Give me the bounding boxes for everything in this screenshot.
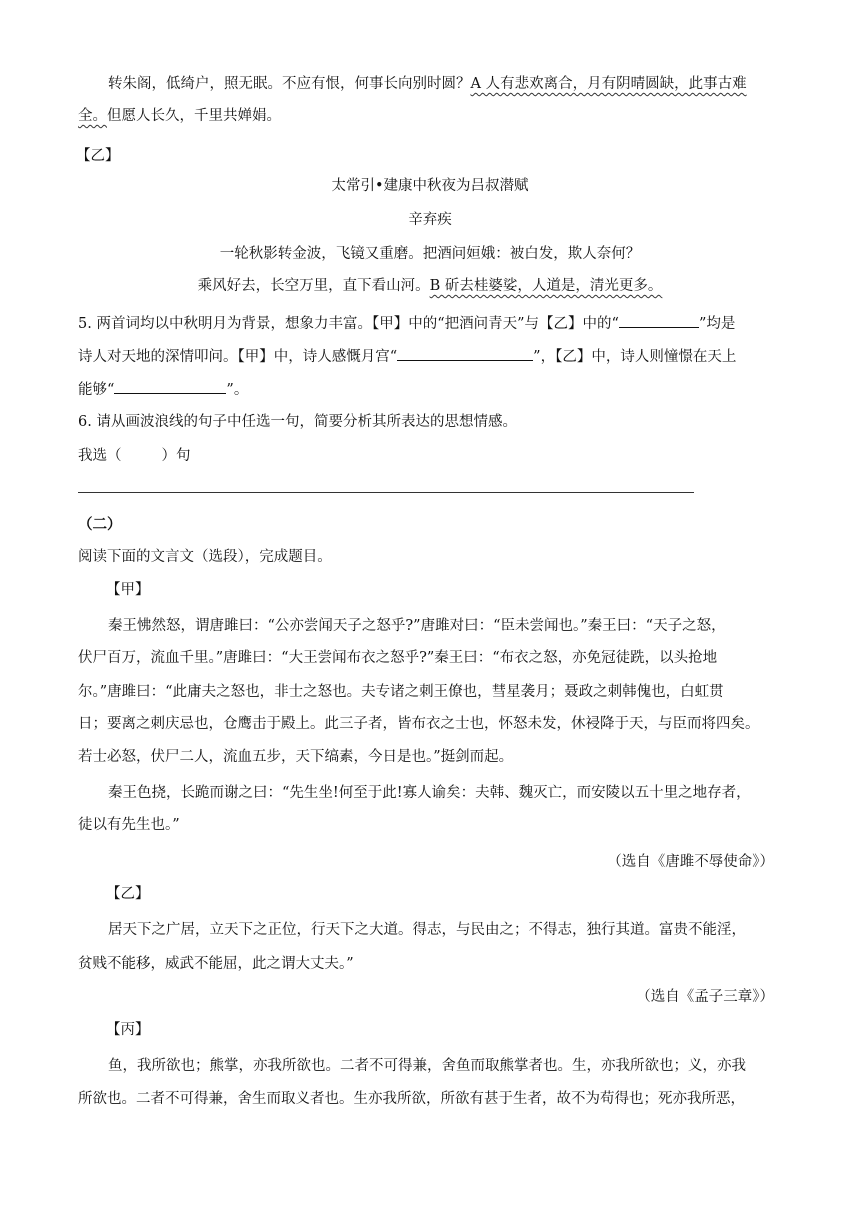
- jia-line-3: 尔。”唐雎曰：“此庸夫之怒也，非士之怒也。夫专诸之刺王僚也，彗星袭月；聂政之刺韩傀也，白虹贯: [78, 684, 724, 700]
- poem-yi-line-2: [0, 276, 860, 296]
- yi-line-1: 居天下之广居，立天下之正位，行天下之大道。得志，与民由之；不得志，独行其道。富贵不能淫，: [108, 922, 746, 938]
- poem-jia-line-2: [78, 106, 281, 126]
- question-5-line-1: [78, 312, 735, 334]
- poem-text: 但愿人长久，千里共婵娟。: [107, 108, 281, 124]
- poem-text: 转朱阁，低绮户，照无眠。不应有恨，何事长向别时圆？: [108, 76, 471, 92]
- poem-text: 乘风好去，长空万里，直下看山河。: [197, 278, 430, 294]
- question-text: ”均是: [698, 316, 736, 332]
- poem-yi-line-1: 一轮秋影转金波，飞镜又重磨。把酒问姮娥：被白发，欺人奈何？: [219, 246, 641, 262]
- answer-line[interactable]: [78, 492, 694, 493]
- question-text: 诗人对天地的深情叩问。【甲】中，诗人感慨月宫“: [78, 349, 398, 365]
- bing-line-2: 所欲也。二者不可得兼，舍生而取义者也。生亦我所欲，所欲有甚于生者，故不为苟得也；死亦我所恶，: [78, 1091, 745, 1107]
- answer-blank-2[interactable]: [397, 345, 533, 361]
- wavy-sentence-a-end: 全。: [78, 108, 107, 124]
- yi-line-2: 贫贱不能移，威武不能屈，此之谓大丈夫。”: [78, 956, 354, 972]
- jia-line-7: 徒以有先生也。”: [78, 817, 180, 833]
- question-6-prompt: 6. 请从画波浪线的句子中任选一句，简要分析其所表达的思想情感。: [78, 414, 517, 430]
- jia-source: （选自《唐雎不辱使命》）: [607, 854, 774, 870]
- jia-line-1: 秦王怫然怒，谓唐雎曰：“公亦尝闻天子之怒乎?”唐雎对曰：“臣未尝闻也。”秦王曰：“天子之怒，: [108, 618, 726, 634]
- jia-line-6: 秦王色挠，长跪而谢之曰：“先生坐!何至于此!寡人谕矣：夫韩、魏灭亡，而安陵以五十里之地存者，: [108, 785, 751, 801]
- bing-line-1: 鱼，我所欲也；熊掌，亦我所欲也。二者不可得兼，舍鱼而取熊掌者也。生，亦我所欲也；义，亦我: [108, 1058, 746, 1074]
- section-2-heading: （二）: [78, 516, 122, 533]
- question-5-line-2: [78, 345, 736, 367]
- poem-jia-line-1: [108, 74, 747, 94]
- jia-line-4: 日；要离之刺庆忌也，仓鹰击于殿上。此三子者，皆布衣之士也，怀怒未发，休祲降于天，与臣而将四矣。: [78, 716, 760, 732]
- marker-jia: 【甲】: [106, 582, 150, 598]
- choice-open: 我选（: [78, 448, 122, 464]
- choice-close: ）句: [161, 448, 191, 464]
- question-5-line-3: [78, 378, 248, 400]
- wavy-sentence-a: A 人有悲欢离合，月有阴晴圆缺，此事古难: [470, 76, 747, 92]
- answer-blank-3[interactable]: [114, 378, 226, 394]
- question-6-choice: [78, 446, 191, 466]
- yi-source: （选自《孟子三章》）: [636, 989, 774, 1005]
- wavy-sentence-b: B 斫去桂婆娑，人道是，清光更多。: [429, 278, 663, 294]
- jia-line-2: 伏尸百万，流血千里。”唐雎曰：“大王尝闻布衣之怒乎?”秦王曰：“布衣之怒，亦免冠徒跣，以头抢地: [78, 650, 718, 666]
- question-text: ”，【乙】中，诗人则憧憬在天上: [533, 349, 737, 365]
- section-2-instruction: 阅读下面的文言文（选段），完成题目。: [78, 549, 332, 565]
- marker-yi-2: 【乙】: [106, 886, 150, 902]
- answer-blank-1[interactable]: [619, 312, 699, 328]
- jia-line-5: 若士必怒，伏尸二人，流血五步，天下缟素，今日是也。”挺剑而起。: [78, 749, 514, 765]
- marker-yi: 【乙】: [76, 148, 120, 164]
- poem-yi-author: 辛弃疾: [408, 212, 452, 228]
- question-text: 5. 两首词均以中秋明月为背景，想象力丰富。【甲】中的“把酒问青天”与【乙】中的“: [78, 316, 619, 332]
- question-text: ”。: [226, 382, 249, 398]
- poem-yi-title: 太常引•建康中秋夜为吕叔潜赋: [331, 178, 529, 194]
- question-text: 能够“: [78, 382, 115, 398]
- marker-bing: 【丙】: [106, 1022, 150, 1038]
